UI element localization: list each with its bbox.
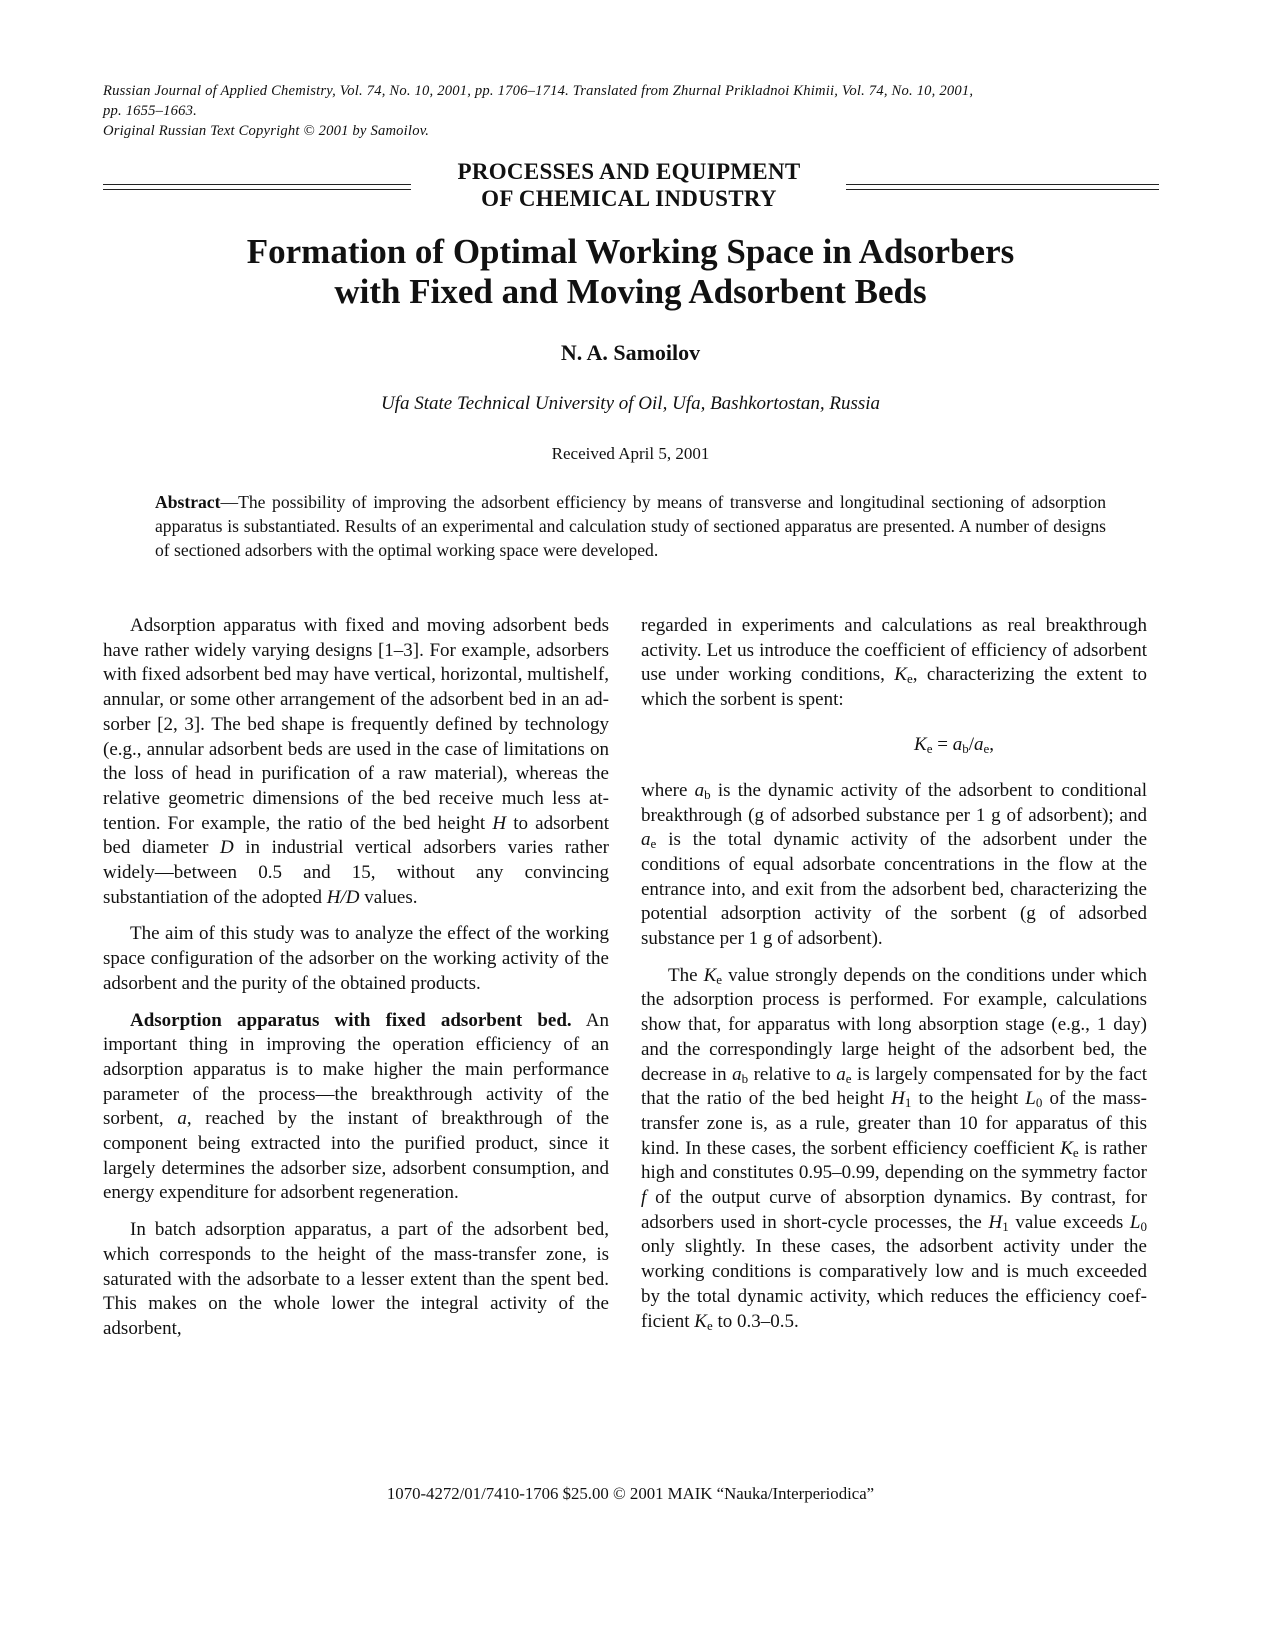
- math-var: L: [1129, 1211, 1141, 1233]
- math-var: a: [973, 733, 984, 755]
- text-run: where: [641, 779, 695, 801]
- math-var: f: [641, 1187, 647, 1209]
- title-line: Formation of Optimal Working Space in Adsorbers: [246, 232, 1015, 271]
- math-var: L: [1025, 1088, 1036, 1110]
- text-run: is the total dynamic activity of the adsorbent under the conditions of equal adsorbate concentrations in the flow at the entrance into, and exit from the adsorbent bed, characterizing the potential adsorption activity of the sorbent (g of adsorbed substance per 1 g of adsorbent).: [641, 829, 1147, 950]
- math-subscript: e: [1072, 1144, 1079, 1160]
- math-var: H/D: [326, 886, 360, 908]
- text-run: is rather high and constitutes 0.95–0.99, depending on the symmetry factor: [641, 1137, 1147, 1184]
- article-title: [103, 232, 1158, 312]
- math-var: K: [694, 1310, 707, 1332]
- paragraph: In batch adsorption apparatus, a part of the adsorbent bed, which corresponds to the height of the mass-transfer zone, is saturated with the adsorbate to a lesser extent than the spent bed. This makes on the whole lower the integral activity of the adsorbent,: [103, 1219, 609, 1339]
- math-var: a: [694, 779, 705, 801]
- section-heading-line: PROCESSES AND EQUIPMENT: [457, 159, 801, 184]
- paragraph: [641, 964, 1147, 1335]
- math-var: a: [952, 733, 963, 755]
- received-date: Received April 5, 2001: [551, 444, 710, 463]
- math-subscript: e: [926, 740, 933, 756]
- math-subscript: 0: [1035, 1095, 1043, 1111]
- citation-line: pp. 1655–1663.: [103, 103, 198, 119]
- left-column: [103, 614, 609, 1354]
- math-operator: ,: [989, 733, 994, 755]
- math-var: a: [732, 1063, 742, 1085]
- copyright-line: Original Russian Text Copyright © 2001 by Samoilov.: [103, 123, 430, 139]
- text-run: relative to: [748, 1063, 837, 1085]
- math-var: K: [894, 664, 907, 686]
- citation-line: Russian Journal of Applied Chemistry, Vol. 74, No. 10, 2001, pp. 1706–1714. Translated from Zhurnal Prikladnoi Khimii, Vol. 74, No. 10, 2001,: [103, 83, 974, 99]
- banner-rule-right: [846, 184, 1159, 190]
- math-var: K: [1060, 1137, 1073, 1159]
- text-run: of the mass-transfer zone is, as a rule, greater than 10 for apparatus of this kind. In these cases, the sorbent efficiency coefficient: [641, 1088, 1147, 1159]
- text-run: , characterizing the extent to which the sorbent is spent:: [641, 664, 1147, 711]
- text-run: only slightly. In these cases, the adsorbent activity under the working conditions is comparatively low and is much exceeded by the total dynamic activity, which reduces the efficiency coefficient: [641, 1236, 1147, 1332]
- paragraph: [103, 1009, 609, 1207]
- text-run: is the dynamic activity of the adsorbent to conditional breakthrough (g of adsorbed substance per 1 g of adsorbent); and: [641, 779, 1147, 826]
- text-run: to adsorbent bed diameter: [103, 812, 609, 859]
- right-column: [641, 614, 1147, 1346]
- text-run: values.: [359, 886, 418, 908]
- text-run: of the output curve of absorption dynamics. By contrast, for adsorbers used in short-cycle processes, the: [641, 1187, 1147, 1233]
- text-run: Adsorption apparatus with fixed and moving adsorbent beds have rather widely varying designs [1–3]. For example, adsorbers with fixed adsorbent bed may have vertical, horizontal, multishelf, annular, or some other arrangement of the adsorbent bed in an adsorber [2, 3]. The bed shape is frequently defined by technology (e.g., annular adsorbent beds are used in the case of limitations on the loss of head in purification of a raw material), whereas the relative geometric dimensions of the bed receive much less attention. For example, the ratio of the bed height: [103, 615, 609, 834]
- math-var: a: [836, 1063, 846, 1085]
- math-subscript: e: [983, 740, 990, 756]
- text-run: value strongly depends on the conditions under which the adsorption process is performed. For example, calculations show that, for apparatus with long absorption stage (e.g., 1 day) and the correspondingly large height of the adsorbent bed, the decrease in: [641, 964, 1147, 1085]
- math-subscript: b: [741, 1070, 749, 1086]
- math-subscript: e: [845, 1070, 852, 1086]
- math-subscript: 0: [1140, 1218, 1147, 1234]
- citation-header: [103, 81, 1158, 141]
- math-var: H: [492, 812, 507, 834]
- text-run: to the height: [911, 1088, 1026, 1110]
- section-heading: [413, 158, 845, 212]
- text-run: in industrial vertical adsorbers varies rather widely—between 0.5 and 15, without any convincing substantiation of the adopted: [103, 837, 609, 908]
- paragraph: The aim of this study was to analyze the effect of the working space configuration of the adsorber on the working activity of the adsorbent and the purity of the obtained products.: [103, 923, 609, 994]
- text-run: An important thing in improving the operation efficiency of an adsorption apparatus is to make higher the main performance parameter of the process—the breakthrough activity of the sorbent,: [103, 1009, 609, 1130]
- math-var: a: [177, 1108, 187, 1130]
- math-subscript: b: [704, 786, 711, 802]
- paragraph: [103, 614, 609, 910]
- math-var: H: [988, 1211, 1003, 1233]
- math-subscript: e: [716, 971, 723, 987]
- math-subscript: 1: [904, 1095, 912, 1111]
- text-run: , reached by the instant of breakthrough of the component being extracted into the purified product, since it largely determines the adsorber size, adsorbent consumption, and energy expenditure for adsorbent regeneration.: [103, 1108, 610, 1204]
- abstract-text: —The possibility of improving the adsorbent efficiency by means of transverse and longitudinal sectioning of adsorption apparatus is substantiated. Results of an experimental and calculation study of sectioned apparatus are presented. A number of designs of sectioned adsorbers with the optimal working space were developed.: [155, 492, 1106, 560]
- author-name: N. A. Samoilov: [560, 340, 701, 365]
- author-affiliation: Ufa State Technical University of Oil, Ufa, Bashkortostan, Russia: [380, 393, 881, 414]
- math-var: K: [914, 733, 927, 755]
- math-subscript: e: [650, 836, 657, 852]
- math-var: H: [891, 1088, 905, 1110]
- section-banner: [103, 158, 1158, 212]
- section-heading-line: OF CHEMICAL INDUSTRY: [481, 186, 777, 211]
- abstract: [155, 490, 1106, 562]
- math-var: K: [703, 964, 717, 986]
- paragraph: [641, 614, 1147, 713]
- subsection-heading: Adsorption apparatus with fixed adsorbent bed.: [130, 1009, 572, 1031]
- banner-rule-left: [103, 184, 411, 190]
- math-subscript: b: [962, 740, 969, 756]
- text-run: is largely compensated for by the fact that the ratio of the bed height: [641, 1063, 1147, 1110]
- paragraph: [641, 779, 1147, 952]
- math-subscript: 1: [1002, 1218, 1009, 1234]
- title-line: with Fixed and Moving Adsorbent Beds: [334, 272, 927, 311]
- abstract-label: Abstract: [155, 492, 221, 512]
- math-operator: /: [968, 733, 974, 755]
- math-subscript: e: [906, 671, 913, 687]
- text-run: value exceeds: [1008, 1211, 1130, 1233]
- text-run: to 0.3–0.5.: [712, 1310, 799, 1332]
- math-var: a: [641, 829, 651, 851]
- text-run: regarded in experiments and calculations as real breakthrough activity. Let us introduce the coefficient of efficiency of adsorbent use under working conditions,: [641, 615, 1147, 686]
- math-operator: =: [932, 733, 953, 755]
- equation: [761, 733, 1147, 757]
- text-run: The: [668, 964, 704, 986]
- math-var: D: [220, 837, 234, 859]
- page-footer: 1070-4272/01/7410-1706 $25.00 © 2001 MAIK “Nauka/Interperiodica”: [386, 1484, 875, 1503]
- math-subscript: e: [706, 1317, 713, 1333]
